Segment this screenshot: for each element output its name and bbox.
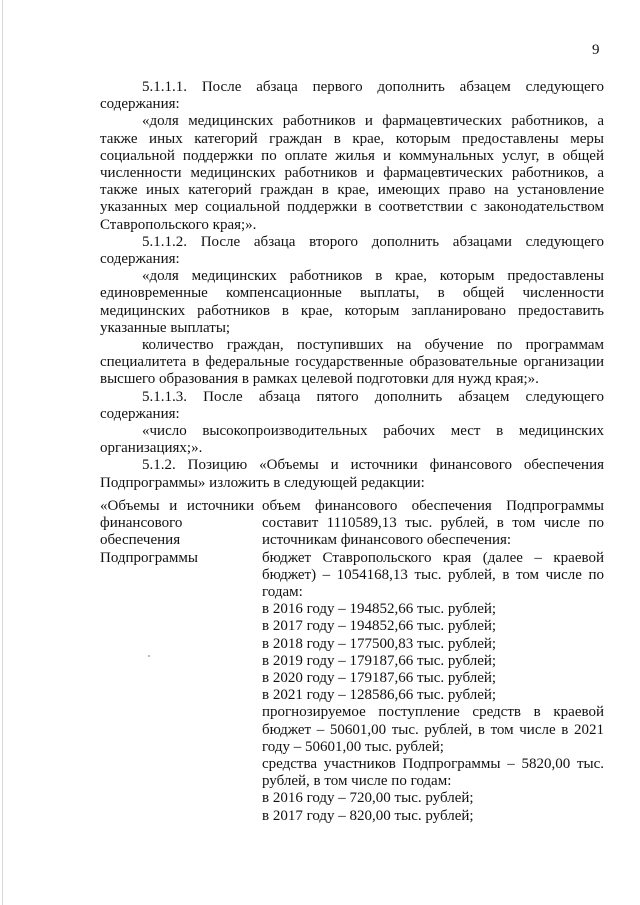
table-line: в 2017 году – 194852,66 тыс. рублей; [262,618,497,635]
body-text [100,79,604,492]
table-line: средства участников Подпрограммы – 5820,00 тыс. рублей, в том числе по годам: [262,756,604,790]
paragraph-5-1-1-3: 5.1.1.3. После абзаца пятого дополнить абзацем следующего содержания: [100,388,604,422]
table-line: в 2016 году – 720,00 тыс. рублей; [262,790,474,807]
table-line: в 2021 году – 128586,66 тыс. рублей; [262,687,497,704]
page-number: 9 [592,42,600,58]
table-line: прогнозируемое поступление средств в краевой бюджет – 50601,00 тыс. рублей, в том числе в 2021 году – 50601,00 тыс. рублей; [262,704,604,755]
table-line: бюджет Ставропольского края (далее – краевой бюджет) – 1054168,13 тыс. рублей, в том числе по годам: [262,549,604,601]
table-line: в 2019 году – 179187,66 тыс. рублей; [262,652,497,669]
paragraph-5-1-1-1: 5.1.1.1. После абзаца первого дополнить абзацем следующего содержания: [100,79,604,113]
quote-share-med-workers-housing: «доля медицинских работников и фармацевтических работников, а также иных категорий граждан в крае, которым предоставлены меры социальной поддержки по оплате жилья и коммунальных услуг, в общей численности медицинских работников и фармацевтических работников, а также иных категорий граждан в крае, имеющих право на установление указанных мер социальной поддержки в соответствии с законодательством Ставропольского края;». [100,113,604,233]
scan-speck [148,655,150,657]
table-line: в 2018 году – 177500,83 тыс. рублей; [262,635,497,652]
table-line: в 2017 году – 820,00 тыс. рублей; [262,807,474,824]
table-left-label: «Объемы и источники финансового обеспечения Подпрограммы [100,498,254,566]
quote-number-of-students: количество граждан, поступивших на обучение по программам специалитета в федеральные государственные образовательные организации высшего образования в рамках целевой подготовки для нужд края;». [100,337,604,388]
table-line: объем финансового обеспечения Подпрограммы составит 1110589,13 тыс. рублей, в том числе по источникам финансового обеспечения: [262,498,604,549]
table-right-content [262,498,604,825]
quote-share-med-workers-payments: «доля медицинских работников в крае, которым предоставлены единовременные компенсационные выплаты, в общей численности медицинских работников в крае, которым запланировано предоставить указанные выплаты; [100,268,604,336]
table-line: в 2020 году – 179187,66 тыс. рублей; [262,670,497,687]
paragraph-5-1-2: 5.1.2. Позицию «Объемы и источники финансового обеспечения Подпрограммы» изложить в следующей редакции: [100,457,604,491]
table-line: в 2016 году – 194852,66 тыс. рублей; [262,601,497,618]
quote-productive-jobs: «число высокопроизводительных рабочих мест в медицинских организациях;». [100,423,604,457]
paragraph-5-1-1-2: 5.1.1.2. После абзаца второго дополнить абзацами следующего содержания: [100,233,604,268]
page-edge-line [2,0,3,905]
